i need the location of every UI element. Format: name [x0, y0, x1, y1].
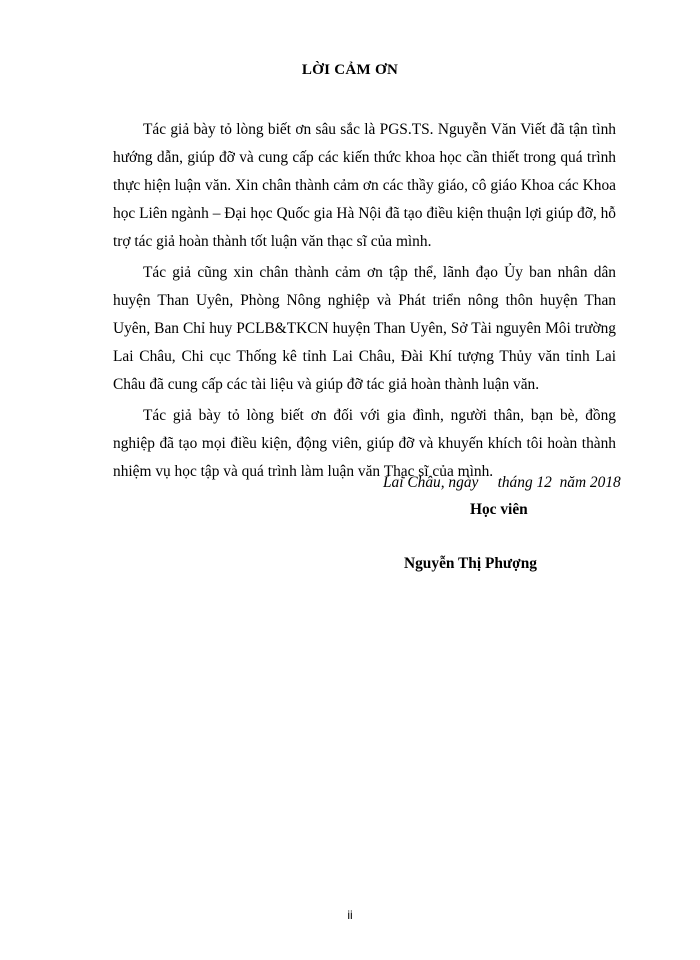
acknowledgement-body	[113, 116, 616, 489]
page-title: LỜI CẢM ƠN	[301, 62, 399, 78]
paragraph-3: Tác giả bày tỏ lòng biết ơn đối với gia đình, người thân, bạn bè, đồng nghiệp đã tạo mọi điều kiện, động viên, giúp đỡ và khuyến khích tôi hoàn thành nhiệm vụ học tập và quá trình làm luận văn Thạc sĩ của mình.	[113, 407, 616, 480]
place-date: Lai Châu, ngày tháng 12 năm 2018	[383, 474, 621, 491]
paragraph-1: Tác giả bày tỏ lòng biết ơn sâu sắc là PGS.TS. Nguyễn Văn Viết đã tận tình hướng dẫn, giúp đỡ và cung cấp các kiến thức khoa học cần thiết trong quá trình thực hiện luận văn. Xin chân thành cảm ơn các thầy giáo, cô giáo Khoa các Khoa học Liên ngành – Đại học Quốc gia Hà Nội đã tạo điều kiện thuận lợi giúp đỡ, hỗ trợ tác giả hoàn thành tốt luận văn thạc sĩ của mình.	[113, 121, 616, 250]
signer-name: Nguyễn Thị Phượng	[404, 555, 537, 572]
paragraph-2: Tác giả cũng xin chân thành cảm ơn tập thể, lãnh đạo Ủy ban nhân dân huyện Than Uyên, Phòng Nông nghiệp và Phát triển nông thôn huyện Than Uyên, Ban Chỉ huy PCLB&TKCN huyện Than Uyên, Sở Tài nguyên Môi trường Lai Châu, Chi cục Thống kê tỉnh Lai Châu, Đài Khí tượng Thủy văn tỉnh Lai Châu đã cung cấp các tài liệu và giúp đỡ tác giả hoàn thành luận văn.	[113, 264, 616, 393]
signer-role: Học viên	[470, 501, 528, 518]
page-number: ii	[347, 908, 353, 922]
